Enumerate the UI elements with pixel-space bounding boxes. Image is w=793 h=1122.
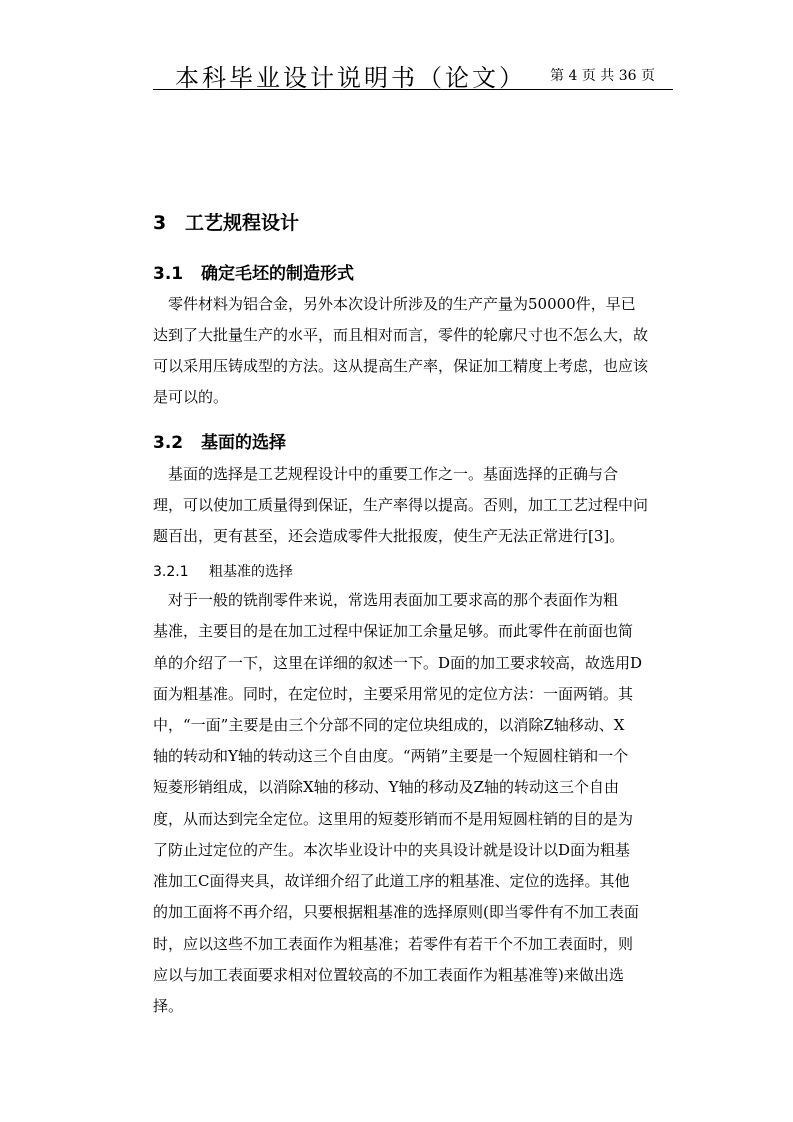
text-line: 时，应以这些不加工表面作为粗基准；若零件有若干个不加工表面时，则 bbox=[153, 935, 634, 953]
page-header bbox=[153, 56, 673, 90]
text-line: 应以与加工表面要求相对位置较高的不加工表面作为粗基准等)来做出选 bbox=[153, 966, 624, 984]
section-heading-3-2 bbox=[153, 428, 286, 453]
header-divider bbox=[153, 89, 673, 90]
section-number: 3.2 bbox=[153, 433, 184, 453]
text-line: 基面的选择是工艺规程设计中的重要工作之一。基面选择的正确与合 bbox=[153, 465, 619, 483]
text-line: 了防止过定位的产生。本次毕业设计中的夹具设计就是设计以D面为粗基 bbox=[153, 841, 631, 859]
section-title: 确定毛坯的制造形式 bbox=[201, 264, 354, 284]
text-line: 的加工面将不再介绍，只要根据粗基准的选择原则(即当零件有不加工表面 bbox=[153, 903, 639, 921]
text-line: 基准，主要目的是在加工过程中保证加工余量足够。而此零件在前面也简 bbox=[153, 622, 634, 640]
subsection-heading-3-2-1 bbox=[153, 561, 293, 581]
subsection-number: 3.2.1 bbox=[153, 564, 189, 580]
text-line: 准加工C面得夹具，故详细介绍了此道工序的粗基准、定位的选择。其他 bbox=[153, 872, 630, 890]
text-line: 择。 bbox=[153, 997, 184, 1015]
text-line: 是可以的。 bbox=[153, 388, 229, 406]
text-line: 短菱形销组成，以消除X轴的移动、Y轴的移动及Z轴的转动这三个自由 bbox=[153, 778, 620, 796]
section-number: 3.1 bbox=[153, 264, 184, 284]
page-number: 第 4 页 共 36 页 bbox=[550, 68, 655, 84]
chapter-number: 3 bbox=[153, 212, 167, 234]
subsection-title: 粗基准的选择 bbox=[209, 564, 293, 580]
text-line: 面为粗基准。同时，在定位时，主要采用常见的定位方法：一面两销。其 bbox=[153, 685, 634, 703]
text-line: 达到了大批量生产的水平，而且相对而言，零件的轮廓尺寸也不怎么大，故 bbox=[153, 326, 649, 344]
section-heading-3-1 bbox=[153, 259, 354, 284]
text-line: 中，“一面”主要是由三个分部不同的定位块组成的，以消除Z轴移动、X bbox=[153, 716, 625, 734]
text-line: 度，从而达到完全定位。这里用的短菱形销而不是用短圆柱销的目的是为 bbox=[153, 810, 634, 828]
text-line: 零件材料为铝合金，另外本次设计所涉及的生产产量为50000件，早已 bbox=[153, 295, 636, 313]
chapter-heading bbox=[153, 208, 299, 235]
text-line: 轴的转动和Y轴的转动这三个自由度。“两销”主要是一个短圆柱销和一个 bbox=[153, 747, 629, 765]
section-title: 基面的选择 bbox=[201, 433, 286, 453]
header-title: 本科毕业设计说明书（论文） bbox=[175, 64, 526, 92]
text-line: 题百出，更有甚至，还会造成零件大批报废，使生产无法正常进行[3]。 bbox=[153, 527, 625, 545]
text-line: 可以采用压铸成型的方法。这从提高生产率，保证加工精度上考虑，也应该 bbox=[153, 357, 649, 375]
text-line: 单的介绍了一下，这里在详细的叙述一下。D面的加工要求较高，故选用D bbox=[153, 654, 643, 672]
chapter-title: 工艺规程设计 bbox=[185, 212, 300, 234]
text-line: 对于一般的铣削零件来说，常选用表面加工要求高的那个表面作为粗 bbox=[153, 591, 619, 609]
text-line: 理，可以使加工质量得到保证，生产率得以提高。否则，加工工艺过程中问 bbox=[153, 496, 649, 514]
